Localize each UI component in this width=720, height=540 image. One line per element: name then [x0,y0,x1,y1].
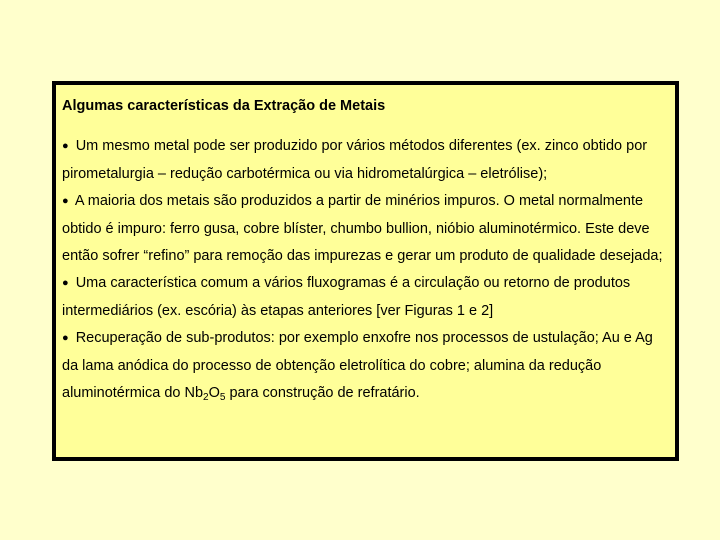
bullet-icon: ● [62,195,69,207]
bullet-icon: ● [62,140,69,152]
bullet-icon: ● [62,332,69,344]
slide-title: Algumas características da Extração de Metais [62,98,386,114]
bullet-item-4 [62,325,671,407]
bullet-icon: ● [62,277,69,289]
bullet-text: Uma característica comum a vários fluxogramas é a circulação ou retorno de produtos intermediários (ex. escória) às etapas anteriores [ver Figuras 1 e 2] [62,275,631,319]
content-box [52,81,679,461]
bullet-text: O [208,385,220,401]
subscript: 5 [219,392,226,403]
bullet-text: Recuperação de sub-produtos: por exemplo enxofre nos processos de ustulação; Au e Ag da lama anódica do processo de obtenção eletrolítica do cobre; alumina da redução aluminotérmica do Nb [62,330,653,401]
bullet-item-3 [62,270,671,325]
subscript: 2 [203,392,209,403]
bullet-text: para construção de refratário. [225,385,420,401]
bullet-text: Um mesmo metal pode ser produzido por vários métodos diferentes (ex. zinco obtido por pirometalurgia – redução carbotérmica ou via hidrometalúrgica – eletrólise); [62,138,648,182]
bullet-text: A maioria dos metais são produzidos a partir de minérios impuros. O metal normalmente obtido é impuro: ferro gusa, cobre blíster, chumbo bullion, nióbio aluminotérmico. Este deve então sofrer “refino” para remoção das impurezas e gerar um produto de qualidade desejada; [62,193,663,264]
bullet-item-2 [62,188,671,270]
bullet-item-1 [62,133,671,188]
